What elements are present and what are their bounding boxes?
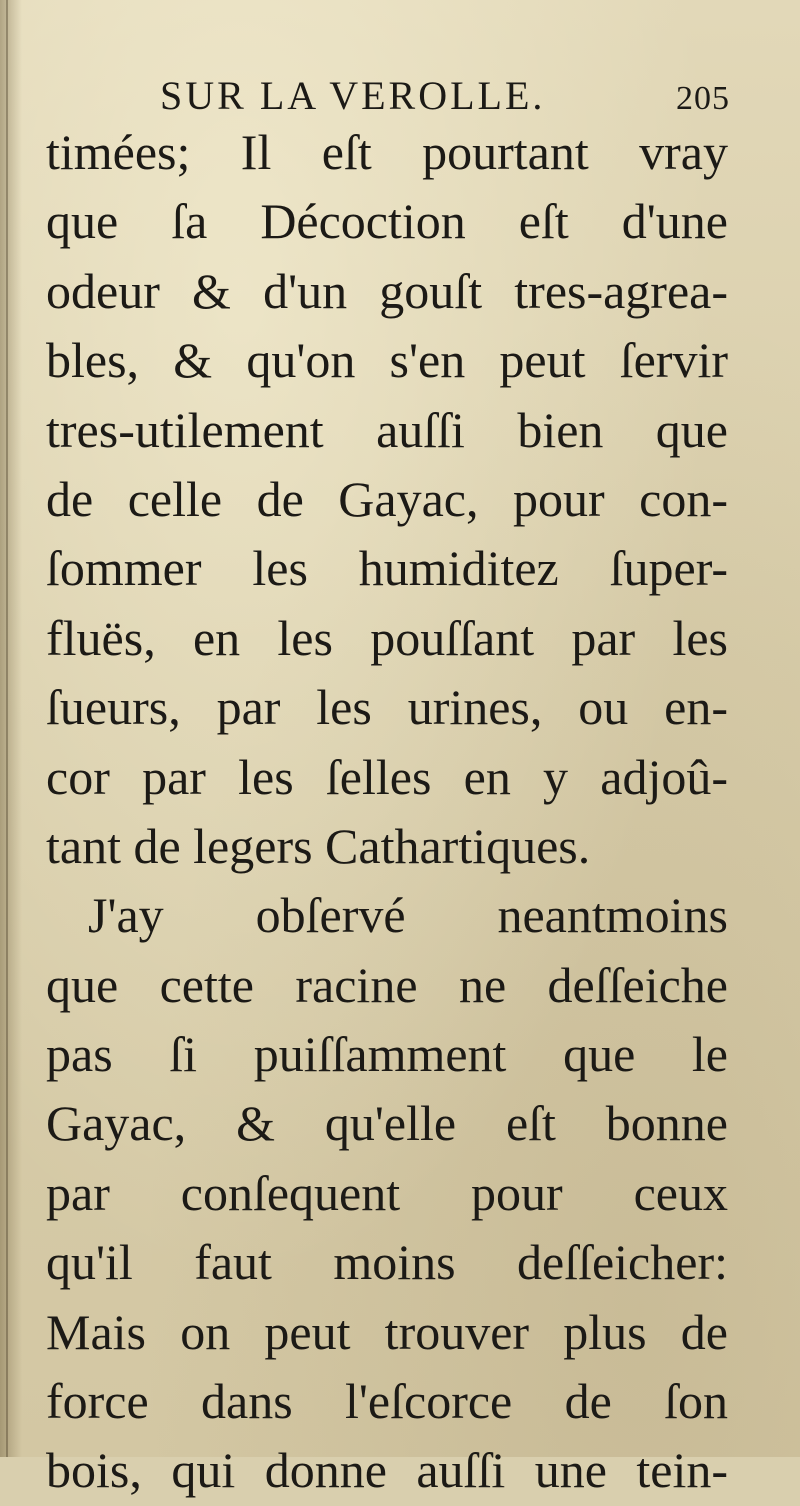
text-line: cor par les ſelles en y adjoû- — [46, 748, 728, 805]
text-line: Gayac, & qu'elle eſt bonne — [46, 1095, 728, 1152]
paragraph — [46, 881, 728, 1506]
text-line: que ſa Décoction eſt d'une — [46, 193, 728, 250]
text-line: que cette racine ne deſſeiche — [46, 956, 728, 1013]
text-line: ſommer les humiditez ſuper- — [46, 540, 728, 597]
text-line: pas ſi puiſſamment que le — [46, 1026, 728, 1083]
text-line: de celle de Gayac, pour con- — [46, 470, 728, 527]
text-line: qu'il faut moins deſſeicher: — [46, 1234, 728, 1291]
text-line: tant de legers Cathartiques. — [46, 817, 591, 874]
text-line: J'ay obſervé neantmoins — [88, 887, 728, 944]
text-line: tres-utilement auſſi bien que — [46, 401, 728, 458]
text-line: ſueurs, par les urines, ou en- — [46, 679, 728, 736]
running-head — [160, 72, 730, 122]
body-text — [46, 118, 728, 1506]
text-line: force dans l'eſcorce de ſon — [46, 1373, 728, 1430]
paragraph — [46, 118, 728, 881]
text-line: bois, qui donne auſſi une tein- — [46, 1442, 728, 1499]
text-line: timées; Il eſt pourtant vray — [46, 124, 728, 180]
text-line: bles, & qu'on s'en peut ſervir — [46, 332, 728, 389]
page-number: 205 — [676, 80, 730, 117]
text-line: par conſequent pour ceux — [46, 1164, 728, 1221]
page-edge-rule — [6, 0, 8, 1457]
running-head-title: SUR LA VEROLLE. — [160, 73, 546, 118]
page-binding-shadow — [0, 0, 22, 1457]
text-line: Mais on peut trouver plus de — [46, 1303, 728, 1360]
text-line: fluës, en les pouſſant par les — [46, 609, 728, 666]
text-line: odeur & d'un gouſt tres-agrea- — [46, 262, 728, 319]
